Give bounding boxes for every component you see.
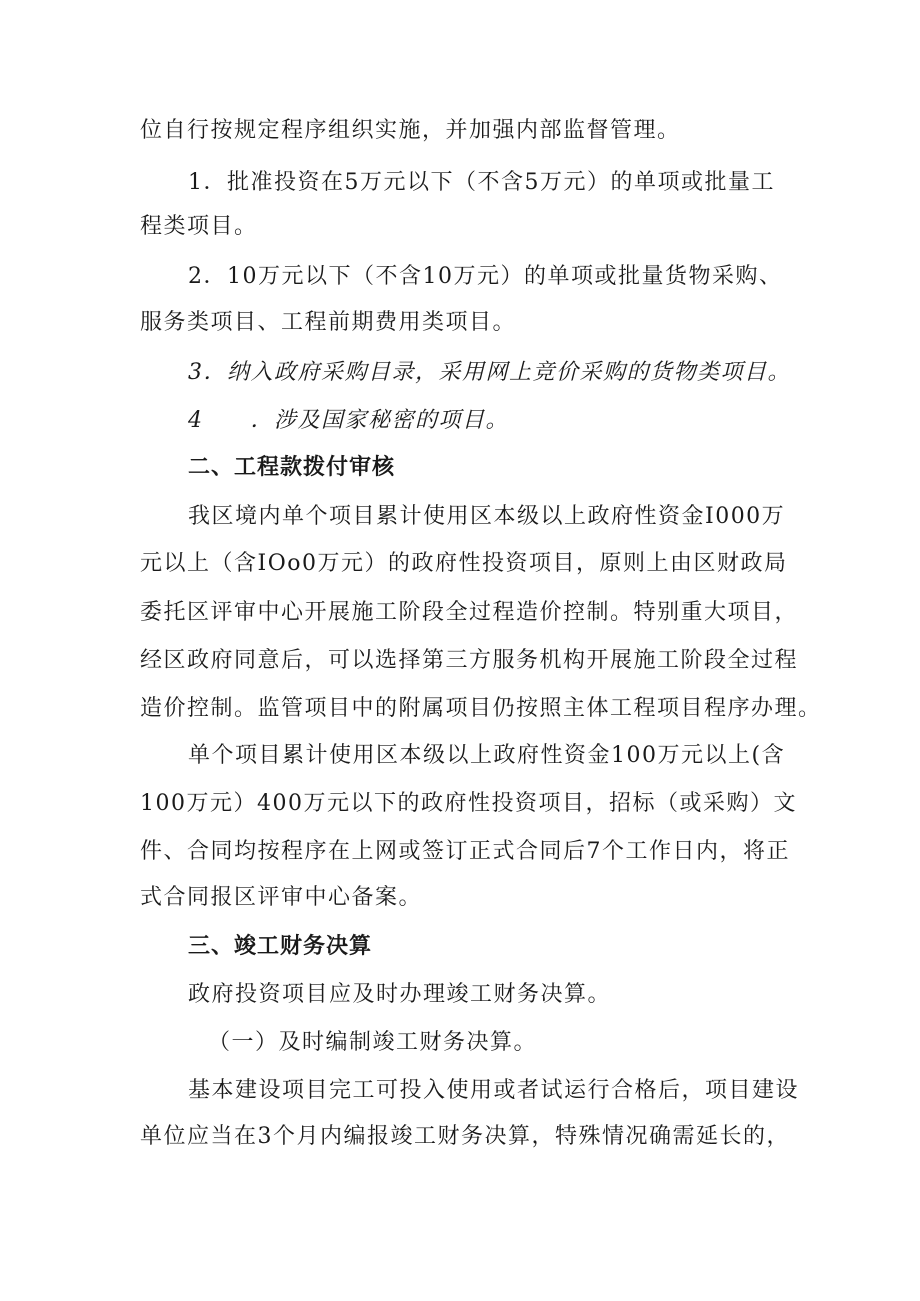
paragraph-line: 我区境内单个项目累计使用区本级以上政府性资金I000万	[188, 504, 786, 529]
list-item-2: 2．10万元以下（不含10万元）的单项或批量货物采购、	[188, 264, 783, 289]
paragraph-line: 元以上（含IOo0万元）的政府性投资项目，原则上由区财政局	[140, 551, 788, 576]
paragraph-line: 单位应当在3个月内编报竣工财务决算，特殊情况确需延长的，	[140, 1124, 790, 1149]
list-item-1: 1．批准投资在5万元以下（不含5万元）的单项或批量工	[188, 170, 775, 195]
section-heading-3: 三、竣工财务决算	[188, 934, 373, 959]
list-item-4: 4 ．涉及国家秘密的项目。	[188, 408, 509, 433]
paragraph-line: 件、合同均按程序在上网或签订正式合同后7个工作日内，将正	[140, 839, 790, 864]
paragraph-line: 政府投资项目应及时办理竣工财务决算。	[188, 982, 612, 1007]
list-item-3: 3．纳入政府采购目录，采用网上竞价采购的货物类项目。	[188, 360, 791, 385]
list-item-1-continuation: 程类项目。	[140, 214, 258, 239]
paragraph-line: 经区政府同意后，可以选择第三方服务机构开展施工阶段全过程	[140, 648, 799, 673]
paragraph-line: 式合同报区评审中心备案。	[140, 885, 423, 910]
paragraph-line: 造价控制。监管项目中的附属项目仍按照主体工程项目程序办理。	[140, 696, 822, 721]
paragraph-continuation: 位自行按规定程序组织实施，并加强内部监督管理。	[140, 118, 681, 143]
paragraph-line: 委托区评审中心开展施工阶段全过程造价控制。特别重大项目，	[140, 600, 799, 625]
list-item-2-continuation: 服务类项目、工程前期费用类项目。	[140, 310, 517, 335]
paragraph-line: 100万元）400万元以下的政府性投资项目，招标（或采购）文	[140, 791, 797, 816]
subsection-heading-1: （一）及时编制竣工财务决算。	[208, 1030, 538, 1055]
paragraph-line: 基本建设项目完工可投入使用或者试运行合格后，项目建设	[188, 1078, 800, 1103]
section-heading-2: 二、工程款拨付审核	[188, 455, 396, 480]
paragraph-line: 单个项目累计使用区本级以上政府性资金100万元以上(含	[188, 743, 786, 768]
